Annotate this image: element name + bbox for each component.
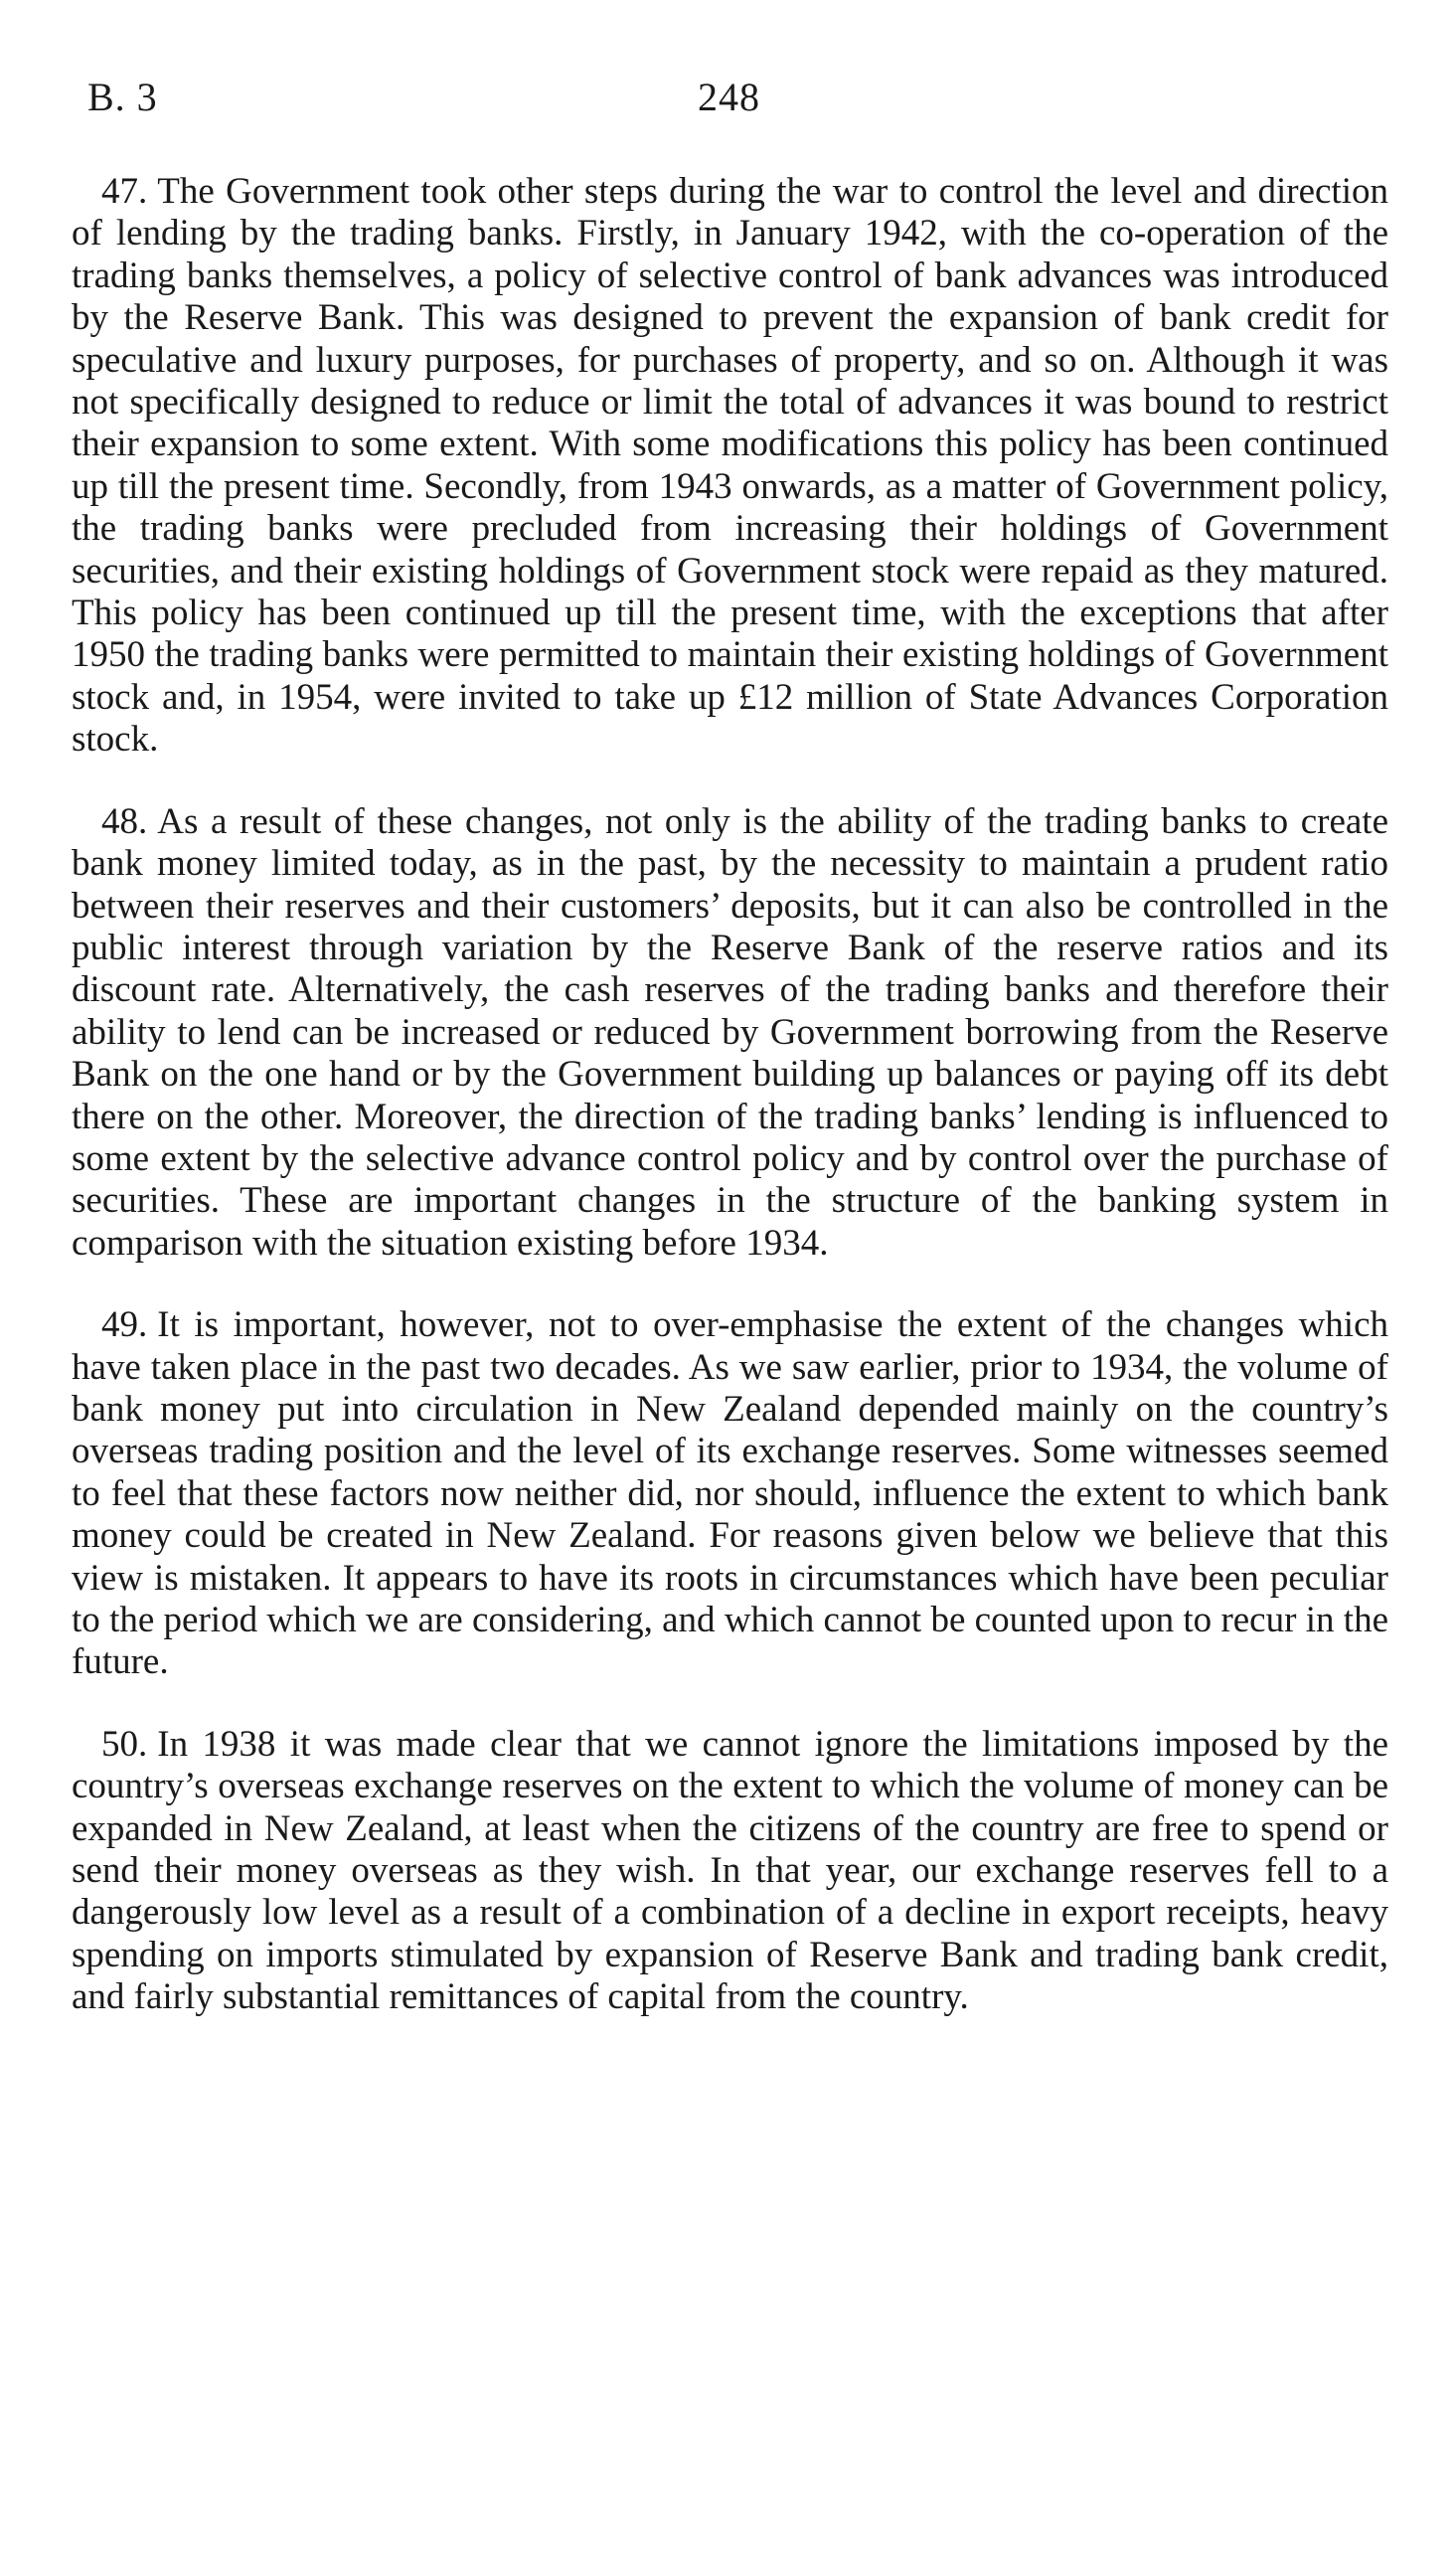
page-number: 248 (698, 75, 760, 119)
paragraph-text: It is important, however, not to over-emphasise the extent of the changes which have taken place in the past two decades. As we saw earlier, prior to 1934, the volume of bank money put into circulation in New Zealand depended mainly on the country’s overseas trading position and the level of its exchange reserves. Some witnesses seemed to feel that these factors now neither did, nor should, influence the extent to which bank money could be created in New Zealand. For reasons given below we believe that this view is mistaken. It appears to have its roots in circumstances which have been peculiar to the period which we are considering, and which cannot be counted upon to recur in the future. (72, 1304, 1388, 1683)
paragraph-48 (72, 801, 1388, 1265)
paragraph-text: The Government took other steps during the war to control the level and direction of lending by the trading banks. Firstly, in January 1942, with the co-operation of the trading banks themselves, a policy of selective control of bank advances was introduced by the Reserve Bank. This was designed to prevent the expansion of bank credit for speculative and luxury purposes, for purchases of property, and so on. Although it was not specifically designed to reduce or limit the total of advances it was bound to restrict their expansion to some extent. With some modifications this policy has been continued up till the present time. Secondly, from 1943 onwards, as a matter of Government policy, the trading banks were precluded from increasing their holdings of Government securities, and their existing holdings of Government stock were repaid as they matured. This policy has been continued up till the present time, with the exceptions that after 1950 the trading banks were permitted to maintain their existing holdings of Government stock and, in 1954, were invited to take up £12 million of State Advances Corporation stock. (72, 171, 1388, 761)
paragraph-text: In 1938 it was made clear that we cannot ignore the limitations imposed by the country’s overseas exchange reserves on the extent to which the volume of money can be expanded in New Zealand, at least when the citizens of the country are free to spend or send their money overseas as they wish. In that year, our exchange reserves fell to a dangerously low level as a result of a combination of a decline in export receipts, heavy spending on imports stimulated by expansion of Reserve Bank and trading bank credit, and fairly substantial remittances of capital from the country. (72, 1723, 1388, 2018)
paragraph-number: 47. (101, 171, 148, 212)
paragraph-50 (72, 1724, 1388, 2019)
document-reference: B. 3 (87, 75, 158, 119)
paragraph-text: As a result of these changes, not only is the ability of the trading banks to create bank money limited today, as in the past, by the necessity to maintain a prudent ratio between their reserves and their customers’ deposits, but it can also be controlled in the public interest through variation by the Reserve Bank of the reserve ratios and its discount rate. Alternatively, the cash reserves of the trading banks and therefore their ability to lend can be increased or reduced by Government borrowing from the Reserve Bank on the one hand or by the Government building up balances or paying off its debt there on the other. Moreover, the direction of the trading banks’ lending is influenced to some extent by the selective advance control policy and by control over the purchase of securities. These are important changes in the structure of the banking system in comparison with the situation existing before 1934. (72, 800, 1388, 1264)
body-text (72, 171, 1388, 2059)
paragraph-49 (72, 1304, 1388, 1684)
paragraph-number: 50. (101, 1723, 148, 1765)
paragraph-number: 49. (101, 1304, 148, 1346)
paragraph-number: 48. (101, 800, 148, 842)
page-header (87, 74, 1379, 133)
paragraph-47 (72, 171, 1388, 762)
